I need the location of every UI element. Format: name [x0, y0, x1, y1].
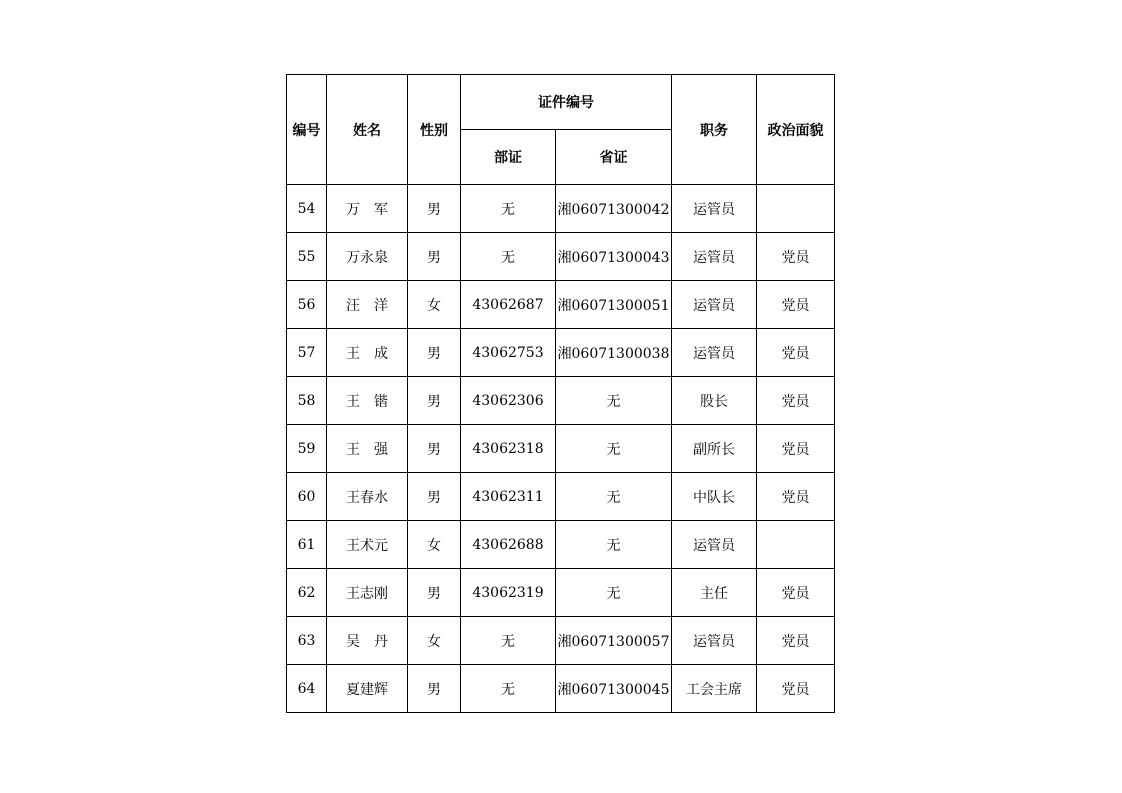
table-row [287, 281, 835, 329]
cell-position: 运管员 [672, 281, 757, 329]
cell-name: 万 军 [327, 185, 408, 233]
cell-gender: 男 [408, 329, 461, 377]
cell-gender: 女 [408, 521, 461, 569]
cell-position: 工会主席 [672, 665, 757, 713]
cell-cert-province: 湘06071300057 [556, 617, 672, 665]
cell-cert-province: 无 [556, 569, 672, 617]
cell-no: 58 [287, 377, 327, 425]
personnel-table [286, 74, 835, 713]
cell-no: 64 [287, 665, 327, 713]
table-row [287, 521, 835, 569]
table-row [287, 329, 835, 377]
cell-no: 55 [287, 233, 327, 281]
cell-political: 党员 [757, 473, 835, 521]
cell-position: 中队长 [672, 473, 757, 521]
cell-position: 运管员 [672, 521, 757, 569]
cell-gender: 男 [408, 665, 461, 713]
cell-gender: 女 [408, 617, 461, 665]
cell-political: 党员 [757, 569, 835, 617]
cell-gender: 男 [408, 569, 461, 617]
cell-no: 60 [287, 473, 327, 521]
header-cert-ministry: 部证 [461, 130, 556, 185]
cell-no: 56 [287, 281, 327, 329]
cell-no: 62 [287, 569, 327, 617]
cell-position: 运管员 [672, 185, 757, 233]
cell-name: 王术元 [327, 521, 408, 569]
cell-cert-ministry: 43062318 [461, 425, 556, 473]
cell-cert-ministry: 43062306 [461, 377, 556, 425]
cell-political: 党员 [757, 617, 835, 665]
cell-name: 王 强 [327, 425, 408, 473]
table-row [287, 233, 835, 281]
cell-name: 王春水 [327, 473, 408, 521]
cell-cert-ministry: 43062753 [461, 329, 556, 377]
cell-no: 57 [287, 329, 327, 377]
header-name: 姓名 [327, 75, 408, 185]
cell-no: 61 [287, 521, 327, 569]
cell-cert-province: 无 [556, 425, 672, 473]
header-cert: 证件编号 [461, 75, 672, 130]
cell-cert-province: 无 [556, 473, 672, 521]
cell-position: 副所长 [672, 425, 757, 473]
header-gender: 性别 [408, 75, 461, 185]
cell-gender: 男 [408, 473, 461, 521]
table-row [287, 377, 835, 425]
header-no: 编号 [287, 75, 327, 185]
cell-position: 股长 [672, 377, 757, 425]
cell-no: 59 [287, 425, 327, 473]
cell-name: 吴 丹 [327, 617, 408, 665]
cell-position: 运管员 [672, 233, 757, 281]
cell-cert-ministry: 无 [461, 185, 556, 233]
cell-cert-province: 湘06071300045 [556, 665, 672, 713]
table-body [287, 185, 835, 713]
cell-cert-ministry: 43062311 [461, 473, 556, 521]
table-row [287, 185, 835, 233]
cell-name: 王志刚 [327, 569, 408, 617]
cell-cert-ministry: 无 [461, 617, 556, 665]
table-row [287, 617, 835, 665]
cell-political: 党员 [757, 425, 835, 473]
cell-cert-province: 湘06071300042 [556, 185, 672, 233]
cell-political: 党员 [757, 329, 835, 377]
table-row [287, 425, 835, 473]
table-row [287, 473, 835, 521]
cell-name: 万永泉 [327, 233, 408, 281]
cell-gender: 女 [408, 281, 461, 329]
header-position: 职务 [672, 75, 757, 185]
cell-no: 63 [287, 617, 327, 665]
cell-gender: 男 [408, 425, 461, 473]
cell-political: 党员 [757, 377, 835, 425]
cell-cert-ministry: 43062319 [461, 569, 556, 617]
cell-political: 党员 [757, 233, 835, 281]
cell-political: 党员 [757, 665, 835, 713]
header-row-top [287, 75, 835, 130]
cell-political [757, 185, 835, 233]
cell-cert-province: 无 [556, 521, 672, 569]
cell-name: 王 锴 [327, 377, 408, 425]
cell-name: 夏建辉 [327, 665, 408, 713]
cell-no: 54 [287, 185, 327, 233]
cell-political: 党员 [757, 281, 835, 329]
cell-cert-province: 无 [556, 377, 672, 425]
cell-cert-ministry: 43062687 [461, 281, 556, 329]
header-political: 政治面貌 [757, 75, 835, 185]
cell-position: 运管员 [672, 617, 757, 665]
cell-cert-province: 湘06071300043 [556, 233, 672, 281]
table-header [287, 75, 835, 185]
cell-cert-province: 湘06071300038 [556, 329, 672, 377]
cell-gender: 男 [408, 377, 461, 425]
cell-gender: 男 [408, 185, 461, 233]
cell-cert-ministry: 43062688 [461, 521, 556, 569]
cell-name: 汪 洋 [327, 281, 408, 329]
cell-cert-province: 湘06071300051 [556, 281, 672, 329]
header-cert-province: 省证 [556, 130, 672, 185]
cell-cert-ministry: 无 [461, 665, 556, 713]
cell-gender: 男 [408, 233, 461, 281]
cell-position: 主任 [672, 569, 757, 617]
cell-position: 运管员 [672, 329, 757, 377]
table-row [287, 665, 835, 713]
table-row [287, 569, 835, 617]
cell-name: 王 成 [327, 329, 408, 377]
cell-cert-ministry: 无 [461, 233, 556, 281]
cell-political [757, 521, 835, 569]
